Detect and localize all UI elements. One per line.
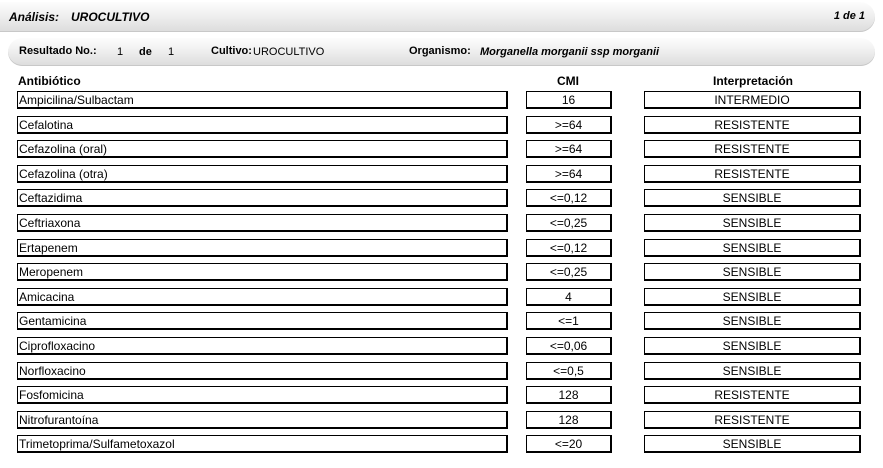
page-indicator: 1 de 1 [833,10,865,22]
culture-label: Cultivo: [211,45,252,57]
interpretation-value: RESISTENTE [644,116,861,134]
table-row [0,214,883,239]
table-row [0,165,883,190]
antibiotic-name: Trimetoprima/Sulfametoxazol [17,435,508,453]
interpretation-value: RESISTENTE [644,165,861,183]
interpretation-value: SENSIBLE [644,189,861,207]
antibiotic-name: Meropenem [17,263,508,281]
table-row [0,263,883,288]
interpretation-value: SENSIBLE [644,214,861,232]
cmi-value: >=64 [526,140,612,158]
antibiotic-name: Fosfomicina [17,386,508,404]
interpretation-value: SENSIBLE [644,239,861,257]
culture-value: UROCULTIVO [253,46,325,58]
interpretation-value: SENSIBLE [644,263,861,281]
result-de-label: de [139,46,152,58]
interpretation-value: SENSIBLE [644,312,861,330]
interpretation-value: SENSIBLE [644,288,861,306]
antibiotic-name: Cefazolina (otra) [17,165,508,183]
cmi-value: 128 [526,411,612,429]
table-row [0,337,883,362]
antibiotic-name: Ceftazidima [17,189,508,207]
antibiotic-name: Cefazolina (oral) [17,140,508,158]
table-row [0,140,883,165]
table-row [0,116,883,141]
result-total: 1 [168,46,175,58]
cmi-value: <=0,25 [526,214,612,232]
antibiotic-name: Ampicilina/Sulbactam [17,91,508,109]
result-label: Resultado No.: [19,45,97,57]
cmi-value: <=0,12 [526,189,612,207]
analysis-label: Análisis: [9,10,60,24]
cmi-value: 16 [526,91,612,109]
analysis-value: UROCULTIVO [71,10,150,24]
cmi-value: <=0,06 [526,337,612,355]
table-row [0,362,883,387]
column-header-cmi: CMI [557,74,579,88]
interpretation-value: RESISTENTE [644,140,861,158]
antibiotic-name: Gentamicina [17,312,508,330]
interpretation-value: SENSIBLE [644,337,861,355]
cmi-value: 128 [526,386,612,404]
antibiotic-name: Norfloxacino [17,362,508,380]
cmi-value: <=0,25 [526,263,612,281]
table-row [0,312,883,337]
interpretation-value: INTERMEDIO [644,91,861,109]
table-row [0,239,883,264]
table-row [0,189,883,214]
table-row [0,435,883,460]
antibiotic-name: Ciprofloxacino [17,337,508,355]
interpretation-value: SENSIBLE [644,435,861,453]
interpretation-value: RESISTENTE [644,411,861,429]
cmi-value: 4 [526,288,612,306]
table-row [0,288,883,313]
antibiotic-name: Ceftriaxona [17,214,508,232]
cmi-value: >=64 [526,165,612,183]
antibiotic-name: Cefalotina [17,116,508,134]
interpretation-value: RESISTENTE [644,386,861,404]
table-row [0,386,883,411]
cmi-value: <=1 [526,312,612,330]
cmi-value: <=0,12 [526,239,612,257]
antibiotic-name: Amicacina [17,288,508,306]
table-row [0,91,883,116]
antibiotic-name: Nitrofurantoína [17,411,508,429]
antibiotic-name: Ertapenem [17,239,508,257]
organism-value: Morganella morganii ssp morganii [480,46,660,58]
column-header-interpretation: Interpretación [713,74,794,88]
organism-label: Organismo: [409,45,471,57]
result-number: 1 [117,46,124,58]
cmi-value: <=20 [526,435,612,453]
cmi-value: <=0,5 [526,362,612,380]
interpretation-value: SENSIBLE [644,362,861,380]
column-header-antibiotic: Antibiótico [18,74,81,88]
table-row [0,411,883,436]
antibiogram-table [0,91,883,460]
cmi-value: >=64 [526,116,612,134]
